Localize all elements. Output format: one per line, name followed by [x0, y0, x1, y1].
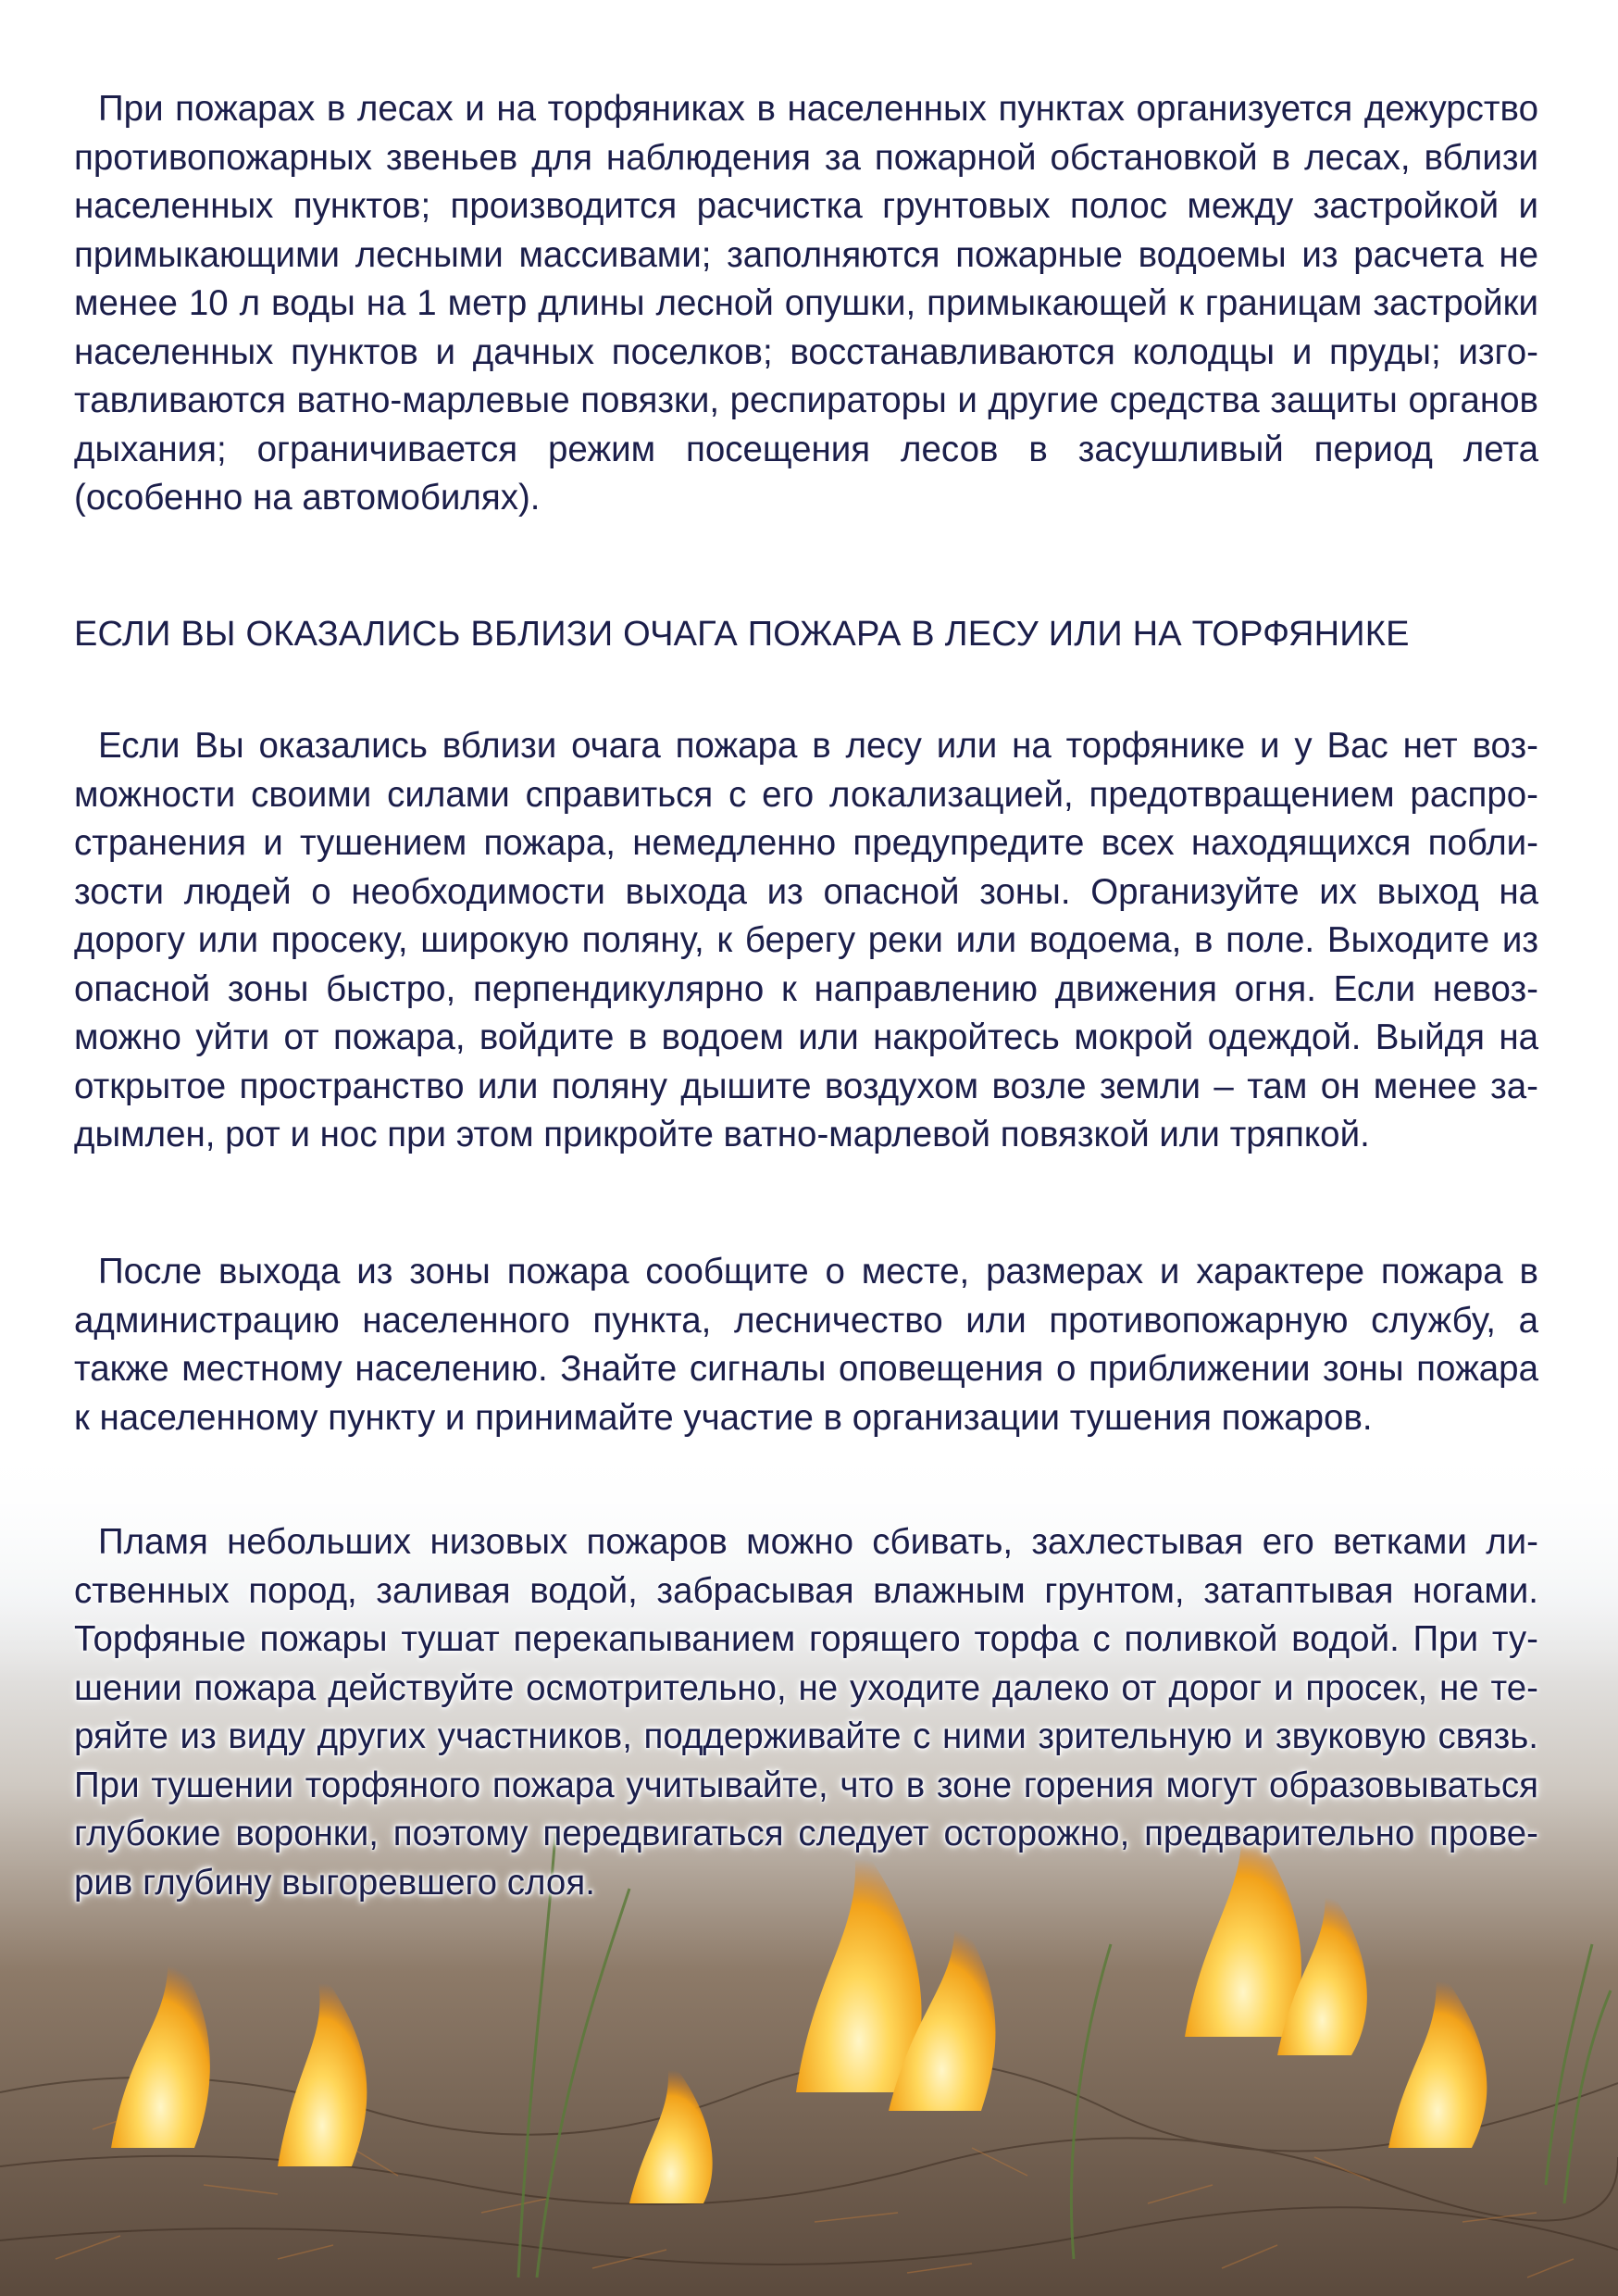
- extinguish-paragraph: Пламя небольших низовых пожаров можно сбивать, захлестывая его ветками лиственных пород, заливая водой, забрасывая влажным грунтом, затаптывая ногами. Торфяные пожары тушат перекапыванием горящего торфа с поливкой водой. При тушении пожара действуйте осмотрительно, не уходите далеко от дорог и просек, не теряйте из виду других участников, поддерживайте с ними зрительную и звуковую связь. При тушении торфяного пожара учитывайте, что в зоне горения могут образовываться глубокие воронки, поэтому передвигаться следует осторожно, предварительно проверив глубину выгоревшего слоя.: [74, 1522, 1538, 1903]
- escape-paragraph-block: [74, 722, 1538, 1160]
- intro-paragraph-block: [74, 85, 1538, 523]
- report-paragraph: После выхода из зоны пожара сообщите о месте, размерах и характере пожара в администрацию населенного пункта, лесничество или противопожарную службу, а также местному населению. Знайте сигналы оповещения о приближении зоны пожара к населенному пункту и принимайте участие в организации тушения пожаров.: [74, 1252, 1538, 1438]
- extinguish-paragraph-block: [74, 1518, 1538, 1907]
- intro-paragraph: При пожарах в лесах и на торфяниках в населенных пунктах организуется дежурство противопожарных звеньев для наблюдения за пожарной обстановкой в лесах, вблизи населенных пунктов; производится расчистка грунтовых полос между застройкой и примыкающими лесными массивами; заполняются пожарные водоемы из расчета не менее 10 л воды на 1 метр длины лесной опушки, примыкающей к границам застройки населенных пунктов и дачных поселков; восстанавливаются колодцы и пруды; изготавливаются ватно-марлевые повязки, респираторы и другие средства защиты органов дыхания; ограничивается режим посещения лесов в засушливый период лета (особенно на автомобилях).: [74, 89, 1538, 518]
- escape-paragraph: Если Вы оказались вблизи очага пожара в лесу или на торфянике и у Вас нет возможности своими силами справиться с его локализацией, предотвращением распространения и тушением пожара, немедленно предупредите всех находящихся поблизости людей о необходимости выхода из опасной зоны. Организуйте их выход на дорогу или просеку, широкую поляну, к берегу реки или водоема, в поле. Выходите из опасной зоны быстро, перпендикулярно к направлению движения огня. Если невозможно уйти от пожара, войдите в водоем или накройтесь мокрой одеждой. Выйдя на открытое пространство или поляну дышите воздухом возле земли – там он менее задымлен, рот и нос при этом прикройте ватно-марлевой повязкой или тряпкой.: [74, 726, 1538, 1154]
- section-heading: ЕСЛИ ВЫ ОКАЗАЛИСЬ ВБЛИЗИ ОЧАГА ПОЖАРА В ЛЕСУ ИЛИ НА ТОРФЯНИКЕ: [74, 615, 1410, 654]
- report-paragraph-block: [74, 1248, 1538, 1442]
